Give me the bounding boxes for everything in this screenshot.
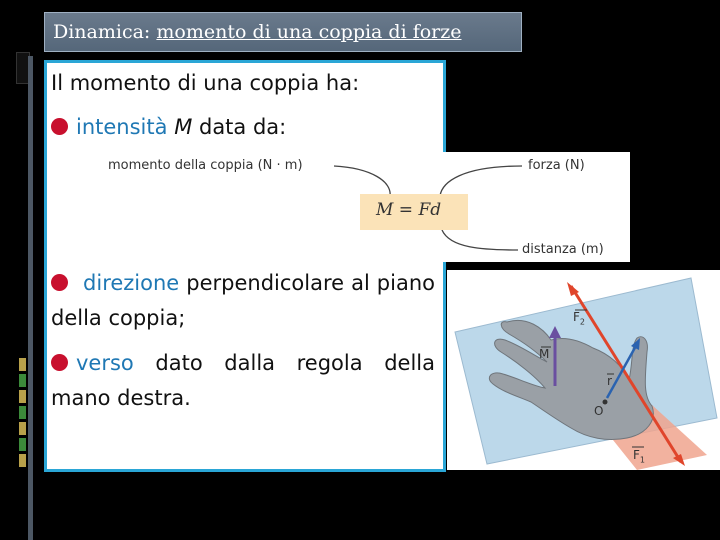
term-verse: verso — [76, 351, 134, 375]
bullet-intensity — [51, 115, 286, 139]
label-f1: $F_1$ — [633, 448, 645, 465]
bullet-verse — [51, 346, 435, 416]
intro-text: Il momento di una coppia ha: — [51, 71, 360, 95]
title-bar — [44, 12, 522, 52]
title-prefix: Dinamica: — [53, 21, 157, 43]
label-force: forza (N) — [528, 158, 585, 173]
bullet-dot-icon — [51, 118, 68, 135]
content-box — [44, 60, 446, 472]
label-moment: momento della coppia (N · m) — [108, 158, 303, 173]
label-r: r — [607, 374, 612, 388]
label-f2: $F_2$ — [573, 310, 585, 327]
bullet-direction-text: perpendicolare al piano della coppia; — [51, 271, 435, 330]
bullet-dot-icon — [51, 354, 68, 371]
label-distance: distanza (m) — [522, 242, 604, 257]
label-m: M — [539, 347, 550, 361]
bullet-dot-icon — [51, 274, 68, 291]
bullet-verse-text: dato dalla regola della mano destra. — [51, 351, 435, 410]
bullet-intensity-text: data da: — [192, 115, 287, 139]
label-o: O — [594, 404, 604, 418]
formula-expression: M = Fd — [376, 200, 442, 220]
formula-box — [360, 194, 468, 230]
slide-title — [53, 21, 462, 43]
bullet-direction — [51, 266, 435, 336]
right-hand-figure — [447, 270, 720, 470]
decorative-bar — [28, 56, 33, 540]
title-subject: momento di una coppia di forze — [156, 21, 462, 43]
term-intensity: intensità — [76, 115, 168, 139]
term-direction: direzione — [83, 271, 180, 295]
symbol-m: M — [174, 115, 193, 139]
right-hand-illustration — [447, 270, 720, 470]
formula-figure — [102, 152, 630, 262]
decorative-stripes — [19, 358, 26, 470]
